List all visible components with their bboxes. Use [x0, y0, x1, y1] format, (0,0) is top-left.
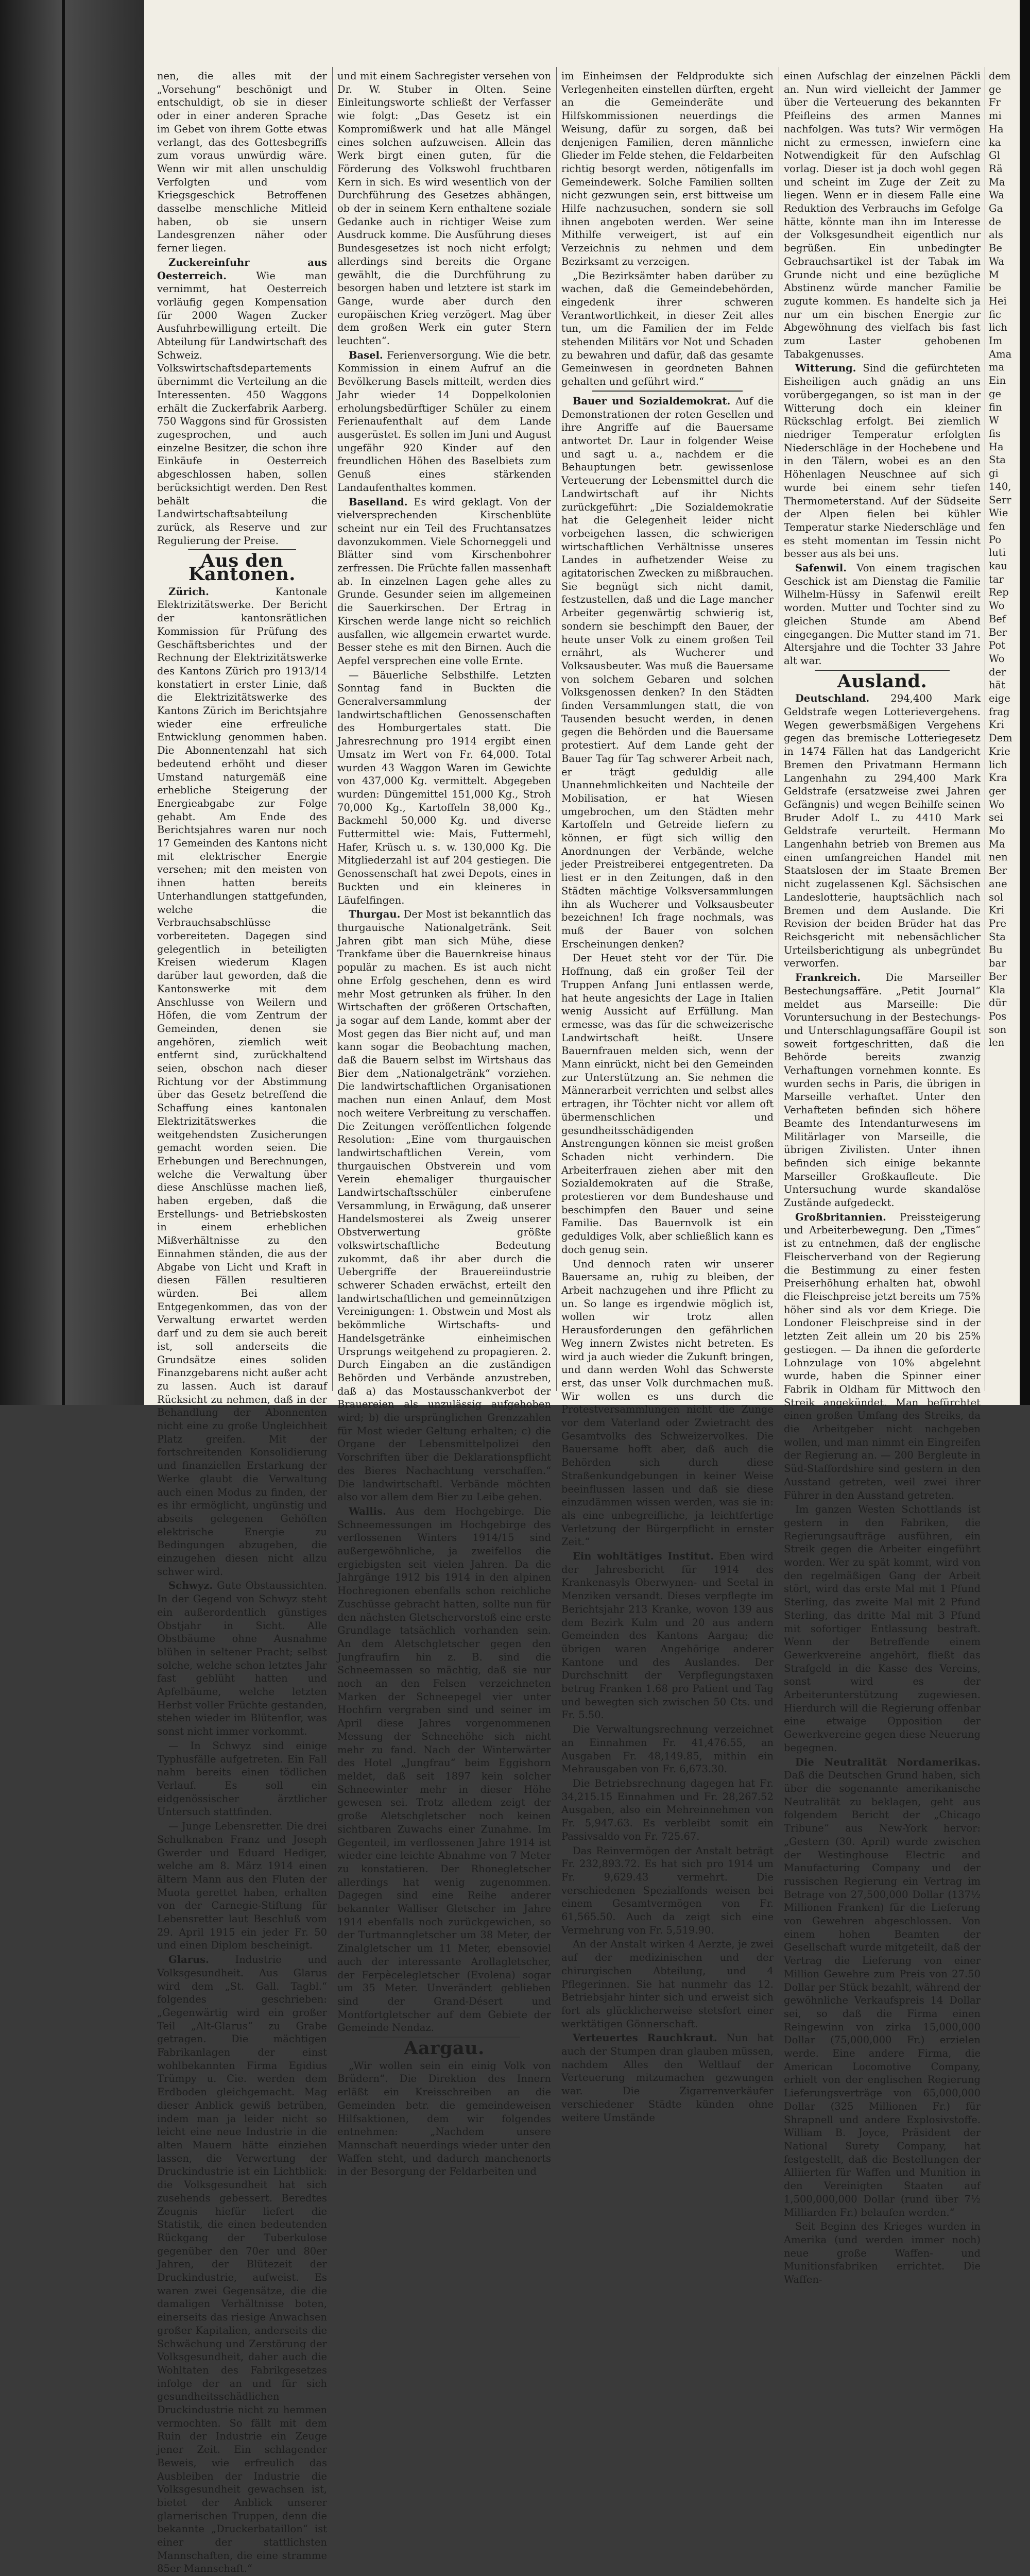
article-paragraph: [561, 1550, 774, 1722]
cropped-line-fragment: M: [989, 268, 999, 281]
article-paragraph: Das Reinvermögen der Anstalt beträgt Fr. 232,893.72. Es hat sich pro 1914 um Fr. 9,629.43 vermehrt. Die verschiedenen Spezialfonds weisen bei einem Gesamtvermögen von Fr. 61,565.50. Auch da zeigt sich eine Vermehrung von Fr. 5,519.90.: [561, 1844, 774, 1936]
article-paragraph: [784, 1211, 981, 1502]
article-paragraph: Die Betriebsrechnung dagegen hat Fr. 34,215.15 Einnahmen und Fr. 28,267.52 Ausgaben, also ein Mehreinnehmen von Fr. 5,947.63. Es verbleibt somit ein Passivsaldo von Fr. 725.67.: [561, 1777, 774, 1842]
cropped-line-fragment: ma: [989, 361, 1005, 374]
cropped-line-fragment: Ha: [989, 440, 1004, 453]
article-paragraph: einen Aufschlag der einzelnen Päckli an. Nun wird vielleicht der Jammer über die Verteuerung des bekannten Pfeifleins des armen Mannes nachfolgen. Was tuts? Wir vermögen nicht zu ermessen, inwiefern eine Notwendigkeit für den Aufschlag vorlag. Dieser ist ja doch wohl gegen und scheint im Zuge der Zeit zu liegen. Wenn er in diesem Falle eine Reduktion des Verbrauchs im Gefolge hätte, könnte man ihn im Interesse der Volksgesundheit eigentlich nur begrüßen. Ein unbedingter Gebrauchsartikel ist der Tabak im Grunde nicht und eine bezügliche Abstinenz würde mancher Familie zugute kommen. Es handelte sich ja nur um ein bischen Energie zur Abgewöhnung des vielfach bis fast zum Laster gehobenen Tabakgenusses.: [784, 70, 981, 360]
cropped-line-fragment: Ma: [989, 176, 1005, 188]
article-paragraph: Die Verwaltungsrechnung verzeichnet an Einnahmen Fr. 41,476.55, an Ausgaben Fr. 48,149.85, mithin ein Mehrausgaben von Fr. 6,673.30.: [561, 1723, 774, 1775]
cropped-line-fragment: frag: [989, 705, 1010, 718]
column-2: [337, 70, 552, 2178]
article-paragraph: [157, 1579, 327, 1738]
cropped-line-fragment: Hei: [989, 295, 1007, 307]
cropped-line-fragment: Ha: [989, 123, 1004, 135]
column-1: [157, 70, 327, 2575]
article-heading: Witterung.: [795, 362, 856, 375]
article-paragraph: [784, 971, 981, 1210]
article-text: Sind die gefürchteten Eisheiligen auch gnädig an uns vorübergegangen, so ist man in der Witterung doch ein kleiner Rückschlag erfolgt. Bei ziemlich niedriger Temperatur erfolgten Niederschläge in der Hochebene und in den Tälern, wobei es an den Höhenlagen Neuschnee auf sich wurde bei einem sehr tiefen Thermometerstand. Auf der Südseite der Alpen fielen bei kühler Temperatur starke Niederschläge und es steht momentan im Tessin nicht besser aus als bei uns.: [784, 362, 981, 560]
article-paragraph: Der Heuet steht vor der Tür. Die Hoffnung, daß ein großer Teil der Truppen Anfang Juni entlassen werde, hat heute angesichts der Lage in Italien wenig Aussicht auf Erfüllung. Man ermesse, was das für die schweizerische Landwirtschaft heißt. Unsere Bauernfrauen melden sich, wenn der Mann einrückt, nicht bei den Gemeinden zur Unterstützung an. Sie nehmen die Männerarbeit verrichten und selbst alles ertragen, ihr Töchter nicht vor allem oft übermenschlichen und gesundheitsschädigenden Anstrengungen können sie meist großen Schaden nicht verhindern. Die Arbeiterfrauen ziehen aber mit den Sozialdemokraten auf die Straße, protestieren vor dem Bundeshause und beschimpfen den Bauer und seine Familie. Das Bauernvolk ist ein geduldiges Volk, aber schließlich kann es doch genug sein.: [561, 952, 774, 1256]
article-heading: Die Neutralität Nordamerikas.: [795, 1756, 981, 1768]
cropped-line-fragment: lich: [989, 321, 1007, 334]
cropped-line-fragment: Gl: [989, 149, 1000, 162]
column-3: [561, 70, 774, 2124]
cropped-line-fragment: Im: [989, 335, 1003, 347]
article-text: Wie man vernimmt, hat Oesterreich vorläufig gegen Kompensation für 2000 Wagen Zucker Ausfuhrbewilligung erteilt. Die Abteilung für Landwirtschaft des Schweiz. Volkswirtschaftsdepartements übernimmt die Verteilung an die Interessenten. 450 Waggons erhält die Zuckerfabrik Aarberg. 750 Waggons sind für Grossisten zugesprochen, und auch einzelne Besitzer, die schon ihre Einkäufe in Oesterreich abgeschlossen haben, sollen berücksichtigt werden. Den Rest behält die Landwirtschaftsabteilung zurück, als Reserve und zur Regulierung der Preise.: [157, 269, 327, 547]
cropped-line-fragment: gi: [989, 467, 999, 480]
article-paragraph: und mit einem Sachregister versehen von Dr. W. Stuber in Olten. Seine Einleitungsworte schließt der Verfasser wie folgt: „Das Gesetz ist ein Kompromißwerk und hat alle Mängel eines solchen aufzuweisen. Allein das Werk birgt einen guten, für die Förderung des Volkswohl fruchtbaren Kern in sich. Es wird wesentlich von der Durchführung des Gesetzes abhängen, ob der in seinem Kern enthaltene soziale Gedanke auch in richtiger Weise zum Ausdruck komme. Die Ausführung dieses Bundesgesetzes ist noch nicht erfolgt; allerdings sind bereits die Organe gewählt, die die Durchführung zu besorgen haben und letztere ist stark im Gange, wurde aber durch den europäischen Krieg verzögert. Mag über dem großen Werk ein guter Stern leuchten“.: [337, 70, 551, 347]
article-heading: Thurgau.: [349, 908, 401, 921]
page-edge: [1020, 0, 1030, 1405]
article-heading: Großbritannien.: [795, 1211, 886, 1223]
article-paragraph: Und dennoch raten wir unserer Bauersame an, ruhig zu bleiben, der Arbeit nachzugehen und ihre Pflicht zu un. So lange es irgendwie möglich ist, wollen wir trotz allen Herausforderungen den gefährlichen Weg innern Zwistes nicht betreten. Es wird ja auch wieder die Zukunft bringen, und dann werden Wohl das Schwerste erst, das unser Volk durchmachen muß. Wir wollen es uns durch die Protestversammlungen nicht die Zunge vor dem Vaterland oder Zwietracht des Gesamtvolks des Schweizervolkes. Die Bauersame hofft aber, daß auch die Behörden sich durch diese Straßenkundgebungen in keiner Weise beeinflussen lassen und daß sie diese einzudämmen wissen werden, was sie in: als eine unbegreifliche, ja leichtfertige Verletzung der Bürgerpflicht in ernster Zeit.“: [561, 1258, 774, 1548]
article-heading: Wallis.: [349, 1505, 386, 1517]
article-heading: Zürich.: [168, 585, 209, 598]
article-paragraph: Im ganzen Westen Schottlands ist gestern in den Fabriken, die Regierungsaufträge ausführen, ein Streik gegen die Arbeiter eingeführt worden. Wer zu spät kommt, wird von den regelmäßigen Gang der Arbeit stört, wird das erste Mal mit 1 Pfund Sterling, das zweite Mal mit 2 Pfund Sterling, das dritte Mal mit 3 Pfund mit sofortiger Entlassung bestraft. Wenn der Betreffende einem Gewerkvereine angehört, fließt das Strafgeld in die Kasse des Vereins, sonst wird es der Arbeiterunterstützung zugewiesen. Hierdurch will die Regierung offenbar eine etwaige Opposition der Gewerkvereine gegen diese Neuerung begegnen.: [784, 1503, 981, 1754]
cropped-line-fragment: dür: [989, 997, 1007, 1009]
article-heading: Verteuertes Rauchkraut.: [573, 2032, 717, 2044]
cropped-line-fragment: de: [989, 215, 1002, 228]
cropped-line-fragment: Pos: [989, 1010, 1007, 1022]
cropped-line-fragment: 140,: [989, 480, 1011, 493]
article-paragraph: [784, 1756, 981, 2219]
cropped-line-fragment: Bu: [989, 944, 1003, 956]
cropped-line-fragment: fin: [989, 401, 1002, 413]
article-text: Die Marseiller Bestechungsaffäre. „Petit Journal“ meldet aus Marseille: Die Voruntersuchung in der Bestechungs- und Unterschlagungsaffäre Goupil ist soweit fortgeschritten, daß die Behörde bereits zwanzig Verhaftungen vornehmen konnte. Es wurden sechs in Paris, die übrigen in Marseille verhaftet. Unter den Verhafteten befinden sich höhere Beamte des Intendanturwesens im Militärlager von Marseille, die übrigen Zivilisten. Unter ihnen befinden sich einige bekannte Marseiller Großkaufleute. Die Untersuchung wurde skandalöse Zustände aufgedeckt.: [784, 972, 981, 1209]
cropped-line-fragment: Wa: [989, 189, 1004, 201]
article-heading: Frankreich.: [795, 972, 861, 984]
article-text: Ferienversorgung. Wie die betr. Kommission in einem Aufruf an die Bevölkerung Basels mitteilt, werden dies Jahr wieder 14 Doppelkolonien erholungsbedürftiger Schüler zu einem Ferienaufenthalt auf dem Lande ausgerüstet. Es sollen im Juni und August ungefähr 920 Kinder auf den freundlichen Höhen des Baselbiets zum Genuß eines stärkenden Landaufenthaltes kommen.: [337, 349, 551, 494]
cropped-line-fragment: Fr: [989, 96, 1001, 109]
article-paragraph: — Junge Lebensretter. Die drei Schulknaben Franz und Joseph Gwerder und Eduard Hediger, welche am 8. März 1914 einen ältern Mann aus den Fluten der Muota gerettet haben, erhalten von der Carnegie-Stiftung für Lebensretter laut Beschluß vom 29. April 1915 ein jeder Fr. 50 und einen Diplom bescheinigt.: [157, 1820, 327, 1952]
cropped-line-fragment: ane: [989, 877, 1007, 890]
article-text: Industrie und Volksgesundheit. Aus Glarus wird dem „St. Gall. Tagbl.“ folgendes geschrieben: „Gegenwärtig wird ein großer Teil „Alt-Glarus“ zu Grabe getragen. Die mächtigen Fabrikanlagen der einst wohlbekannten Firma Egidius Trümpy u. Cie. werden dem Erdboden gleichgemacht. Mag dieser Anblick gewiß betrüben, indem man ja leider nicht so leicht eine neue Industrie in die alten Mauern hätte einziehen lassen, die Verwertung der Druckindustrie ist ein Lichtblick: die Volksgesundheit hat sich zusehends gebessert. Beredtes Zeugnis hiefür liefert die Statistik, die einen bedeutenden Rückgang der Tuberkulose gegenüber den 70er und 80er Jahren, der Blütezeit der Druckindustrie, aufweist. Es waren zwei Gegensätze, die die damaligen Verhältnisse boten, einerseits das riesige Anwachsen großer Kapitalien, anderseits die Schwächung und Zerstörung der Volksgesundheit, daher auch die Wohltaten des Fabrikgesetzes infolge der an und für sich gesundheitsschädlichen Druckindustrie nicht zu hemmen vermochten. So fällt mit dem Ruin der Industrie ein Zeuge jener Zeit. Ein schlagender Beweis, wie erfreulich das Ausbleiben der Industrie die Volksgesundheit gewachsen ist, bietet der Anblick unserer glarnerischen Truppen, denn die bekannte „Druckerbataillon“ ist einer der stattlichsten Mannschaften, die eine stramme 85er Mannschaft.“: [157, 1954, 327, 2575]
article-paragraph: [337, 496, 551, 668]
article-text: Eben wird der Jahresbericht für 1914 des Krankenasyls Oberwynen- und Seetal in Menziken versandt. Dieses verpflegte im Berichtsjahr 213 Kranke, wovon 139 aus dem Bezirk Kulm und 20 aus andern Gemeinden des Kantons Aargau; die übrigen waren Angehörige anderer Kantone und des Auslandes. Der Durchschnitt der Verpflegungstaxen betrug Franken 1.68 pro Patient und Tag und bewegten sich zwischen 50 Cts. und Fr. 5.50.: [561, 1550, 774, 1721]
cropped-line-fragment: Bef: [989, 613, 1006, 625]
cropped-line-fragment: Ber: [989, 865, 1007, 877]
cropped-line-fragment: be: [989, 282, 1002, 294]
cropped-line-fragment: Sta: [989, 454, 1006, 466]
cropped-line-fragment: len: [989, 1037, 1005, 1049]
article-text: Nun hat auch der Stumpen dran glauben müssen, nachdem Alles den Weltlauf der Verteuerung mitzumachen gezwungen war. Die Zigarrenverkäufer verschiedener Städte künden ohne weitere Umstände: [561, 2032, 774, 2124]
article-paragraph: [337, 908, 551, 1504]
cropped-line-fragment: mi: [989, 110, 1002, 122]
article-heading: Bauer und Sozialdemokrat.: [573, 395, 731, 407]
cropped-line-fragment: lich: [989, 758, 1007, 771]
cropped-line-fragment: ge: [989, 83, 1002, 95]
article-paragraph: [157, 585, 327, 1579]
cropped-line-fragment: als: [989, 229, 1003, 241]
cropped-line-fragment: Ga: [989, 202, 1003, 215]
article-paragraph: [561, 395, 774, 951]
article-text: Von einem tragischen Geschick ist am Dienstag die Familie Wilhelm-Hüssy in Safenwil ereilt worden. Mutter und Tochter sind zu gleichen Stunde am Abend eingegangen. Die Mutter stand im 71. Altersjahre und die Tochter 33 Jahre alt war.: [784, 562, 981, 667]
book-gutter: [0, 0, 154, 1405]
article-paragraph: [561, 2031, 774, 2124]
article-heading: Safenwil.: [795, 562, 847, 574]
cropped-line-fragment: Po: [989, 533, 1002, 546]
book-spine: [62, 0, 65, 1405]
article-paragraph: im Einheimsen der Feldprodukte sich Verlegenheiten einstellen dürften, ergeht an die Gemeinderäte und Hilfskommissionen neuerdings die Weisung, dafür zu sorgen, daß bei denjenigen Familien, deren männliche Glieder im Felde stehen, die Feldarbeiten richtig besorgt werden, nötigenfalls im Gemeindewerk. Solche Familien sollten nicht gezwungen sein, erst bittweise um Hilfe nachzusuchen, sondern sie soll ihnen angeboten werden. Wer seine Mithilfe verweigert, ist auf ein Verzeichnis zu nehmen und dem Bezirksamt zu verzeigen.: [561, 70, 774, 267]
cropped-line-fragment: Ber: [989, 626, 1007, 638]
article-paragraph: [784, 362, 981, 561]
column-4: [784, 70, 981, 2286]
article-paragraph: — Bäuerliche Selbsthilfe. Letzten Sonntag fand in Buckten die Generalversammlung der landwirtschaftlichen Genossenschaften des Homburgertales statt. Die Jahresrechnung pro 1914 ergibt einen Umsatz im Wert von Fr. 64,000. Total wurden 43 Waggon Waren im Gewichte von 437,000 Kg. vermittelt. Abgegeben wurden: Düngemittel 151,000 Kg., Stroh 70,000 Kg., Kartoffeln 38,000 Kg., Backmehl 50,000 Kg. und diverse Futtermittel wie: Mais, Futtermehl, Hafer, Krüsch u. s. w. 130,000 Kg. Die Mitgliederzahl ist auf 204 gestiegen. Die Genossenschaft hat zwei Depots, eines in Buckten und ein kleineres in Läufelfingen.: [337, 669, 551, 906]
cropped-line-fragment: son: [989, 1023, 1007, 1036]
article-paragraph: „Wir wollen sein ein einig Volk von Brüdern“. Die Direktion des Innern erläßt ein Kreisschreiben an die Gemeinden betr. die gemeindeweisen Hilfsaktionen, dem wir folgendes entnehmen: „Nachdem unsere Mannschaft neuerdings wieder unter den Waffen steht, und dadurch manchenorts in der Besorgung der Feldarbeiten und: [337, 2059, 551, 2178]
cropped-line-fragment: Wo: [989, 798, 1005, 810]
article-text: Der Most ist bekanntlich das thurgauische Nationalgetränk. Seit Jahren gibt man sich Mühe, diese Trankfame über die Bauernkreise hinaus populär zu machen. Es ist auch nicht ohne Erfolg geschehen, denn es wird mehr Most getrunken als früher. In den Wirtschaften der größeren Ortschaften, ja sogar auf dem Lande, kommt aber der Most gegen das Bier nicht auf, und man kann sogar die Beobachtung machen, daß die Bauern selbst im Wirtshaus das Bier dem „Nationalgetränk“ vorziehen. Die landwirtschaftlichen Organisationen machen nun einen Anlauf, dem Most noch weitere Verbreitung zu verschaffen. Die Zeitungen veröffentlichen folgende Resolution: „Eine vom thurgauischen landwirtschaftlichen Verein, vom thurgauischen Obstverein und vom Verein ehemaliger thurgauischer Landwirtschaftsschüler einberufene Versammlung, in Erwägung, daß unserer Handelsmosterei als Zweig unserer Obstverwertung größte volkswirtschaftliche Bedeutung zukommt, daß ihr aber durch die Uebergriffe der Brauereiindustrie schwerer Schaden erwächst, erteilt den landwirtschaftlichen und gemeinnützigen Vereinigungen: 1. Obstwein und Most als bekömmliche Wirtschafts- und Handelsgetränke einheimischen Ursprungs weitgehend zu propagieren. 2. Durch Eingaben an die zuständigen Behörden und Verbände anzustreben, daß a) das Mostausschankverbot der Brauereien als unzulässig aufgehoben wird; b) die ursprünglichen Grenzzahlen für Most wieder Geltung erhalten; c) die Organe der Lebensmittelpolizei den Vorschriften über die Deklarationspflicht des Bieres Nachachtung verschaffen.“ Die landwirtschaftl. Verbände möchten also vor allem dem Bier zu Leibe gehen.: [337, 908, 551, 1503]
cropped-line-fragment: Wa: [989, 255, 1004, 267]
cropped-line-fragment: Sta: [989, 930, 1006, 943]
cropped-line-fragment: fis: [989, 427, 1001, 439]
cropped-line-fragment: Ama: [989, 348, 1012, 360]
article-heading: Baselland.: [349, 496, 408, 508]
cropped-line-fragment: Pre: [989, 918, 1006, 929]
article-paragraph: „Die Bezirksämter haben darüber zu wachen, daß die Gemeindebehörden, eingedenk ihrer schweren Verantwortlichkeit, in dieser Zeit alles tun, um die Familien der im Felde stehenden Militärs vor Not und Schaden zu bewahren und dafür, daß das gesamte Gemeinwesen in geordneten Bahnen gehalten und geführt wird.“: [561, 269, 774, 388]
cropped-line-fragment: kau: [989, 560, 1008, 572]
cropped-line-fragment: Ber: [989, 970, 1007, 982]
cropped-line-fragment: sei: [989, 811, 1003, 824]
cropped-line-fragment: W: [989, 414, 1000, 427]
article-paragraph: [337, 1505, 551, 2035]
cropped-line-fragment: hät: [989, 679, 1006, 691]
article-paragraph: An der Anstalt wirken 4 Aerzte, je zwei auf der medizinischen und der chirurgischen Abteilung, und 4 Pflegerinnen. Sie hat nunmehr das 12. Betriebsjahr hinter sich und erweist sich fort als glücklicherweise stetsfort einer werktätigen Gönnerschaft.: [561, 1938, 774, 2030]
cropped-line-fragment: Ein: [989, 375, 1006, 387]
cropped-line-fragment: Ma: [989, 838, 1005, 850]
cropped-line-fragment: eige: [989, 692, 1010, 705]
cropped-line-fragment: nen: [989, 851, 1008, 863]
column-5-cropped: [989, 70, 1020, 1049]
cropped-line-fragment: Kla: [989, 984, 1006, 996]
article-paragraph: — In Schwyz sind einige Typhusfälle aufgetreten. Ein Fall nahm bereits einen tödlichen Verlauf. Es soll ein eidgenössischer ärztlicher Untersuch stattfinden.: [157, 1739, 327, 1818]
cropped-line-fragment: ka: [989, 136, 1001, 148]
cropped-line-fragment: sol: [989, 891, 1003, 903]
article-paragraph: nen, die alles mit der „Vorsehung“ beschönigt und entschuldigt, ob sie in dieser oder in einer anderen Sprache im Gebet von ihrem Gotte etwas verlangt, das des Gottesbegriffs zum voraus unwürdig wäre. Wenn wir mit allen unschuldig Verfolgten und vom Kriegsgeschick Betroffenen dasselbe menschliche Mitleid haben, ob sie unsern Landesgrenzen näher oder ferner liegen.: [157, 70, 327, 255]
article-text: Es wird geklagt. Von der vielversprechenden Kirschenblüte scheint nur ein Teil des Fruchtansatzes davonzukommen. Viele Schorneggeli und Blätter sind vom Kirschenbohrer zerfressen. Die Früchte fallen massenhaft ab. In einzelnen Lagen gehe alles zu Grunde. Gesunder seien im allgemeinen die Sauerkirschen. Der Ertrag in Kirschen werde lange nicht so reichlich ausfallen, wie allgemein erwartet wurde. Besser stehe es mit den Birnen. Auch die Aepfel versprechen eine volle Ernte.: [337, 496, 551, 667]
article-text: Daß die Deutschen Grund haben, sich über die sogenannte amerikanische Neutralität zu beklagen, geht aus folgendem Bericht der „Chicago Tribune“ aus New-York hervor: „Gestern (30. April) wurde zwischen der Westinghouse Electric and Manufacturing Company und der russischen Regierung ein Vertrag im Betrage von 27,500,000 Dollar (137½ Millionen Franken) für die Lieferung von Gewehren abgeschlossen. Von einem hohen Beamten der Gesellschaft wurde mitgeteilt, daß der Vertrag die Lieferung von einer Million Gewehre zum Preis von 27.50 Dollar per Stück bezahlt, während der gewöhnliche Verkaufspreis 14 Dollar sei, so daß die Firma einen Reingewinn von zirka 15,000,000 Dollar (75,000,000 Fr.) erzielen werde. Eine andere Firma, die American Locomotive Company, erhielt von der englischen Regierung Lieferungsverträge von 65,000,000 Dollar (325 Millionen Fr.) für Shrapnell und andere Explosivstoffe. William B. Joyce, Präsident der National Surety Company, hat festgestellt, daß die Bestellungen der Alliierten für Waffen und Munition in den Vereinigten Staaten auf 1,500,000,000 Dollar (rund über 7½ Milliarden Fr.) belaufen werden.“: [784, 1769, 981, 2218]
article-heading: Glarus.: [168, 1954, 209, 1966]
section-heading: Aargau.: [404, 2038, 485, 2059]
article-text: Auf die Demonstrationen der roten Gesellen und ihre Angriffe auf die Bauersame antwortet Dr. Laur in folgender Weise und sagt u. a., nachdem er die Behauptungen betr. gewissenlose Verteuerung der Lebensmittel durch die Landwirtschaft auf ihr Nichts zurückgeführt: „Die Sozialdemokratie hat die Gelegenheit leider nicht vorbeigehen lassen, die schwierigen wirtschaftlichen Verhältnisse unseres Landes in aufhetzender Weise zu agitatorischen Zwecken zu mißbrauchen. Sie begnügt sich nicht damit, festzustellen, daß und die Lage mancher Arbeiter gegenwärtig schwierig ist, sondern sie beschimpft den Bauer, der heute unser Volk zu einem großen Teil ernährt, als Wucherer und Volksausbeuter. Was muß die Bauersame von solchem Gebaren und solchen Volksgenossen denken? In den Städten finden Versammlungen statt, die von Tausenden besucht werden, in denen gegen die Behörden und die Bauersame protestiert. Auf dem Lande geht der Bauer Tag für Tag schwerer Arbeit nach, er trägt geduldig alle Unannehmlichkeiten und Nachteile der Mobilisation, er hat Wiesen umgebrochen, um den Städten mehr Kartoffeln und Getreide liefern zu können, er fügt sich willig den Anordnungen der Verbände, welche jeder Preistreiberei entgegentreten. Da liest er in den Zeitungen, daß in den Städten mächtige Volksversammlungen ihn als Wucherer und Volksausbeuter bezeichnen! Ich frage nochmals, was muß der Bauer von solchen Erscheinungen denken?: [561, 395, 774, 950]
column-rule: [556, 67, 557, 1391]
cropped-line-fragment: Serr: [989, 494, 1011, 506]
cropped-line-fragment: ger: [989, 785, 1006, 797]
section-heading: Aus den Kantonen.: [188, 550, 296, 585]
article-text: Aus dem Hochgebirge. Die Schneemessungen im Hochgebirge des verflossenen Winters 1914/15 sind außergewöhnliche, ja zweifellos die ergiebigsten seit vielen Jahren. Da die Jahrgänge 1912 bis 1914 in den alpinen Hochregionen ebenfalls schon reichliche Zuschüsse gebracht hatten, sollte nun für den nächsten Gletschervorstoß eine erste Grundlage tatsächlich vorhanden sein. An dem Aletschgletscher gegen den Jungfraufirn hin z. B. sind die Schneemassen so mächtig, daß sie nur noch an den Felsen verzeichneten Marken der Schneepegel vier unter Hochfirn vergraben sind und seiner im April diese Jahres vorgenommenen Messung der Schneehöhe sich nicht mehr zu fand. Nach der Winterwärter des Hotel „Jungfrau“ beim Eggishorn meldet, daß seit 1897 kein solcher Schneewinter mehr in dieser Höhe gewesen sei. Trotz alledem zeigt der große Aletschgletscher noch keinen sichtbaren Zuwachs einer Zunahme. Im Gegenteil, im verflossenen Jahre 1914 ist wieder eine leichte Abnahme von 7 Meter zu konstatieren. Der Rhonegletscher allerdings hat wenig zugenommen. Dagegen sind eine Reihe anderer bekannter Walliser Gletscher im Jahre 1914 ebenfalls noch zurückgewichen, so der Turtmanngletscher um 38 Meter, der Zinalgletscher um 11 Meter, ebensoviel auch der interessante Arollagletscher, der Ferpècelegletscher (Evolena) sogar um 35 Meter. Unverändert geblieben sind der Grand-Désert und Montfortgletscher auf dem Gebiete der Gemeinde Nendaz.: [337, 1505, 552, 2034]
cropped-line-fragment: Mo: [989, 825, 1005, 837]
cropped-line-fragment: dem: [989, 70, 1011, 82]
article-paragraph: [784, 562, 981, 668]
article-heading: Deutschland.: [795, 692, 870, 705]
article-heading: Basel.: [349, 349, 383, 361]
article-paragraph: [157, 256, 327, 547]
cropped-line-fragment: Wo: [989, 652, 1005, 665]
cropped-line-fragment: fen: [989, 520, 1005, 532]
article-text: Preissteigerung und Arbeiterbewegung. Den „Times“ ist zu entnehmen, daß der englische Fleischerverband von der Regierung die Bestimmung zu einer festen Preiserhöhung erhalten hat, obwohl die Fleischpreise jetzt bereits um 75% höher sind als vor dem Kriege. Die Londoner Fleischpreise sind in der letzten Zeit allein um 20 bis 25% gestiegen. — Da ihnen die geforderte Lohnzulage von 10% abgelehnt wurde, haben die Spinner einer Fabrik in Oldham für Mittwoch den Streik angekündet. Man befürchtet einen großen Umfang des Streiks, da die Arbeitgeber nicht nachgeben wollen, und man nimmt ein Eingreifen der Regierung an. — 200 Bergleute in Süd-Staffordshire sind gestern in den Ausstand getreten, weil zwei ihrer Führer in den Ausstand getreten.: [784, 1211, 981, 1501]
divider: [592, 391, 743, 392]
cropped-line-fragment: fic: [989, 308, 1001, 320]
cropped-line-fragment: Be: [989, 242, 1002, 255]
cropped-line-fragment: tar: [989, 573, 1004, 585]
section-heading: Ausland.: [837, 670, 928, 692]
cropped-line-fragment: ge: [989, 387, 1002, 400]
cropped-line-fragment: Rä: [989, 162, 1003, 175]
article-text: Kantonale Elektrizitätswerke. Der Bericht der kantonsrätlichen Kommission für Prüfung des Geschäftsberichtes und der Rechnung der Elektrizitätswerke des Kantons Zürich pro 1913/14 konstatiert in erster Linie, daß die Elektrizitätswerke des Kantons Zürich im Berichtsjahre wieder eine erfreuliche Entwicklung genommen haben. Die Abonnentenzahl hat sich bedeutend erhöht und dieser Umstand naturgemäß eine erhebliche Steigerung der Energieabgabe zur Folge gehabt. Am Ende des Berichtsjahres waren nur noch 17 Gemeinden des Kantons nicht mit elektrischer Energie versehen; mit den meisten von ihnen hatten bereits Unterhandlungen stattgefunden, welche die Verbrauchsabschlüsse vorbereiteten. Dagegen sind gelegentlich in beteiligten Kreisen wiederum Klagen darüber laut geworden, daß die Kantonswerke mit dem Anschlusse von Weilern und Höfen, die vom Zentrum der Gemeinden, denen sie angehören, ziemlich weit entfernt sind, zurückhaltend seien, obschon nach dieser Richtung vor der Abstimmung über das Gesetz betreffend die Schaffung eines kantonalen Elektrizitätswerkes die weitgehendsten Zusicherungen gemacht worden seien. Die Erhebungen und Berechnungen, welche die Verwaltung über diese Anschlüsse machen ließ, haben ergeben, daß die Erstellungs- und Betriebskosten in einem erheblichen Mißverhältnisse zu den Einnahmen ständen, die aus der Abgabe von Licht und Kraft in diesen Fällen resultieren würden. Bei allem Entgegenkommen, das von der Verwaltung erwartet werden darf und zu dem sie auch bereit ist, soll anderseits die Grundsätze eines soliden Finanzgebarens nicht außer acht zu lassen. Auch ist darauf Rücksicht zu nehmen, daß in der Behandlung der Abonnenten nicht eine zu große Ungleichheit Platz greifen. Mit der fortschreitenden Konsolidierung und finanziellen Erstarkung der Werke glaubt die Verwaltung auch einen Modus zu finden, der es ihr ermöglicht, ungünstig und abseits gelegenen Gehöften elektrische Energie zu Bedingungen abzugeben, die einzugehen diesen nicht allzu schwer wird.: [157, 585, 327, 1578]
cropped-line-fragment: Pot: [989, 639, 1005, 652]
article-paragraph: Seit Beginn des Krieges wurden in Amerika (und werden immer noch) neue große Waffen- und Munitionsfabriken errichtet. Die Waffen-: [784, 2221, 981, 2286]
cropped-line-fragment: Kri: [989, 904, 1005, 917]
cropped-line-fragment: der: [989, 666, 1006, 678]
article-heading: Schwyz.: [168, 1580, 213, 1592]
cropped-line-fragment: Wo: [989, 600, 1005, 612]
article-paragraph: [157, 1953, 327, 2575]
article-text: Gute Obstaussichten. In der Gegend von Schwyz steht ein außerordentlich günstiges Obstjahr in Sicht. Alle Obstbäume ohne Ausnahme blühen in seltener Pracht; selbst solche, welche schon letztes Jahr fast geblüht hatten und Apfelbäume, welche letzten Herbst voller Früchte gestanden, stehen wieder im Blütenflor, was sonst nicht immer vorkommt.: [157, 1580, 327, 1738]
column-rule: [332, 67, 333, 1391]
cropped-line-fragment: bar: [989, 957, 1006, 970]
cropped-line-fragment: Rep: [989, 586, 1009, 599]
cropped-line-fragment: luti: [989, 547, 1006, 559]
cropped-line-fragment: Dem: [989, 732, 1012, 744]
article-text: 294,400 Mark Geldstrafe wegen Lotterievergehens. Wegen gewerbsmäßigen Vergehens gegen das bremische Lotteriegesetz in 1474 Fällen hat das Landgericht Bremen den Privatmann Hermann Langenhahn zu 294,400 Mark Geldstrafe (ersatzweise zwei Jahren Gefängnis) und wegen Beihilfe seinen Bruder Adolf L. zu 4410 Mark Geldstrafe verurteilt. Hermann Langenhahn betrieb von Bremen aus einen umfangreichen Handel mit Staatslosen der im Staate Bremen nicht zugelassenen Kgl. Sächsischen Landeslotterie, hauptsächlich nach Bremen und dem Auslande. Die Revision der beiden Brüder hat das Reichsgericht mit nebensächlicher Urteilsberichtigung als unbegründet verworfen.: [784, 692, 981, 970]
article-paragraph: [337, 349, 551, 495]
article-heading: Ein wohltätiges Institut.: [573, 1550, 714, 1563]
cropped-line-fragment: Krie: [989, 745, 1010, 757]
article-heading: Zuckereinfuhr aus Oesterreich.: [157, 256, 327, 282]
article-paragraph: [784, 692, 981, 970]
cropped-line-fragment: Kri: [989, 719, 1005, 731]
cropped-line-fragment: Kra: [989, 772, 1007, 784]
cropped-line-fragment: Wie: [989, 507, 1008, 519]
